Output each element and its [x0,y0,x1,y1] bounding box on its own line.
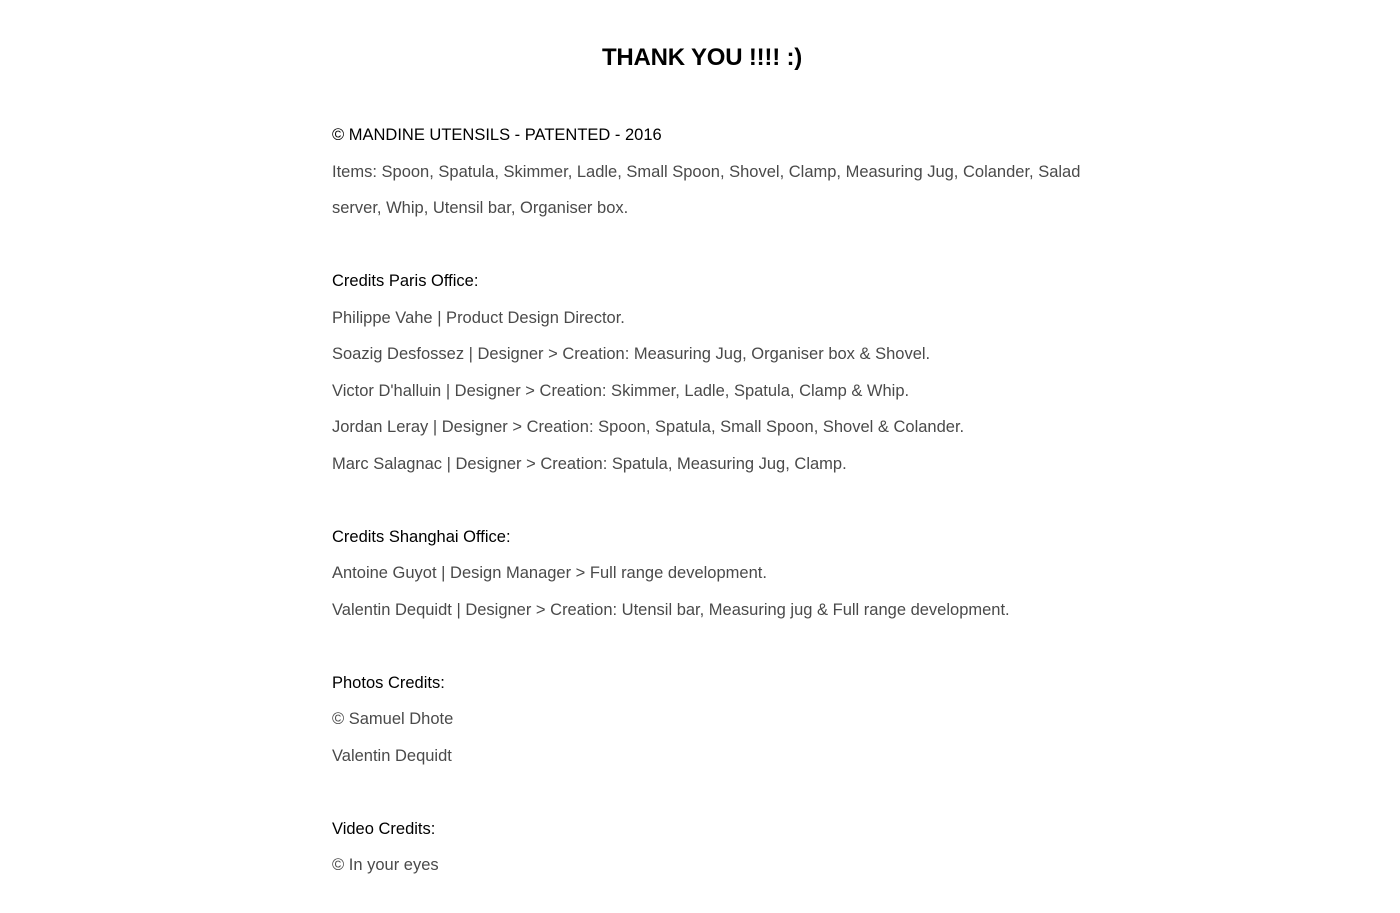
video-credits-heading: Video Credits: [332,819,436,838]
shanghai-credit-line: Antoine Guyot | Design Manager > Full range development. [332,564,767,582]
items-list: Items: Spoon, Spatula, Skimmer, Ladle, Small Spoon, Shovel, Clamp, Measuring Jug, Colander, Salad server, Whip, Utensil bar, Organiser box. [332,162,1081,217]
spacer [332,774,1082,811]
paris-credit-line: Marc Salagnac | Designer > Creation: Spatula, Measuring Jug, Clamp. [332,454,847,473]
spacer [332,482,1082,519]
photos-credit-line: © Samuel Dhote [332,710,454,728]
spacer [332,628,1082,665]
paris-credit-line: Jordan Leray | Designer > Creation: Spoon, Spatula, Small Spoon, Shovel & Colander. [332,418,965,436]
photos-credit-line: Valentin Dequidt [332,746,452,765]
paris-credit-line: Victor D'halluin | Designer > Creation: Skimmer, Ladle, Spatula, Clamp & Whip. [332,381,910,400]
paris-credit-line: Soazig Desfossez | Designer > Creation: Measuring Jug, Organiser box & Shovel. [332,345,931,363]
spacer [332,227,1082,264]
paris-credit-line: Philippe Vahe | Product Design Director. [332,308,625,327]
shanghai-credit-line: Valentin Dequidt | Designer > Creation: Utensil bar, Measuring jug & Full range development. [332,600,1010,619]
page-title: THANK YOU !!!! :) [601,44,803,71]
paris-credits-heading: Credits Paris Office: [332,272,479,290]
video-credit-line: © In your eyes [332,856,439,874]
photos-credits-heading: Photos Credits: [332,673,445,692]
copyright-line: © MANDINE UTENSILS - PATENTED - 2016 [332,126,662,144]
shanghai-credits-heading: Credits Shanghai Office: [332,527,511,546]
credits-content [332,117,1082,884]
